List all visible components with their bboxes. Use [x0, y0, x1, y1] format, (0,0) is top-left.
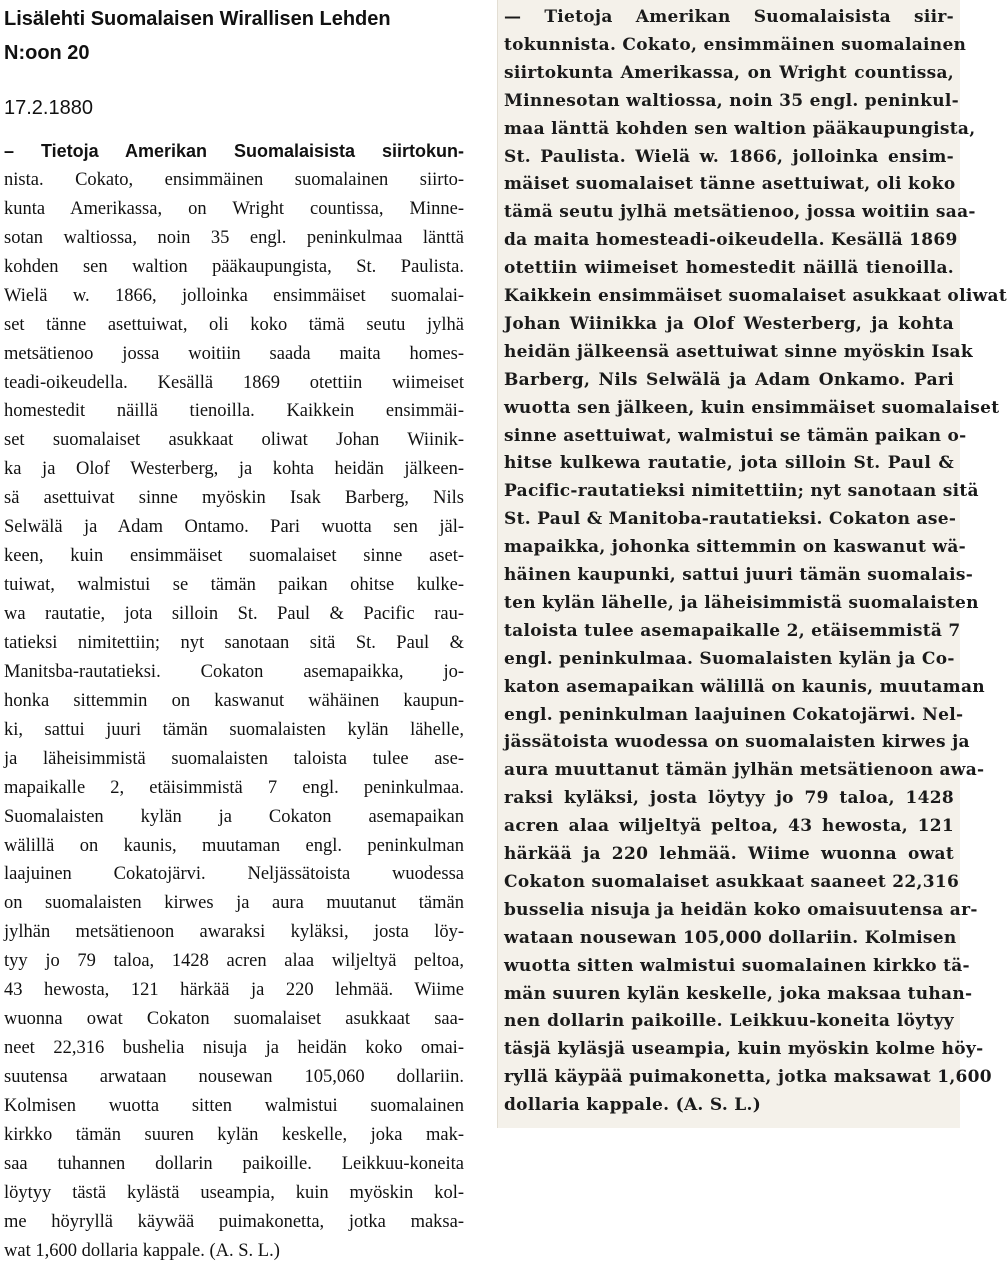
scan-text-line: Pacific-rautatieksi nimitettiin; nyt sanotaan sitä [504, 481, 979, 502]
scan-text-line: tokunnista. Cokato, ensimmäinen suomalainen [504, 34, 967, 55]
article-text-line: keen, kuin ensimmäiset suomalaiset sinne aset- [4, 546, 464, 567]
scan-text-line: wuotta sitten walmistui suomalainen kirkko tä- [504, 955, 970, 976]
article-text-line: tatieksi nimitettiin; nyt sanotaan sitä St. Paul & [4, 632, 464, 653]
article-text-line: homestedit näillä tienoilla. Kaikkein ensimmäi- [4, 401, 464, 422]
article-text-line: set tänne asettuiwat, oli koko tämä seutu jylhä [4, 314, 464, 335]
document-date: 17.2.1880 [4, 97, 93, 119]
article-text-line: jylhän metsätienoon awaraksi kyläksi, josta löy- [4, 922, 464, 943]
scan-text-line: mäiset suomalaiset tänne asettuiwat, oli koko [504, 174, 956, 195]
article-text-line: nista. Cokato, ensimmäinen suomalainen siirto- [4, 169, 464, 190]
scan-text-line: katon asemapaikan wälillä on kaunis, muutaman [504, 676, 985, 697]
article-text-line: metsätienoo jossa woitiin saada maita homes- [4, 343, 464, 364]
article-text-line: saa tuhannen dollarin paikoille. Leikkuu-koneita [4, 1153, 464, 1174]
scan-text-line: busselia nisuja ja heidän koko omaisuutensa ar- [504, 899, 978, 920]
article-text-line: wuonna owat Cokaton suomalaiset asukkaat saa- [4, 1009, 464, 1030]
scan-text-line: nen dollarin paikoille. Leikkuu-koneita löytyy [504, 1011, 954, 1032]
article-text-line: wat 1,600 dollaria kappale. (A. S. L.) [4, 1240, 280, 1261]
scan-text-line: St. Paulista. Wielä w. 1866, jolloinka ensim- [504, 146, 954, 167]
article-text-line: Wielä w. 1866, jolloinka ensimmäiset suomalai- [4, 285, 464, 306]
article-title: – Tietoja Amerikan Suomalaisista siirtokun- [4, 141, 464, 161]
scan-text-line: täsjä kyläsjä useampia, kuin myöskin kolme höy- [504, 1039, 984, 1060]
scan-text-line: wuotta sen jälkeen, kuin ensimmäiset suomalaiset [504, 397, 1000, 418]
article-text-line: Suomalaisten kylän ja Cokaton asemapaikan [4, 806, 464, 827]
scan-text-line: engl. peninkulmaa. Suomalaisten kylän ja Co- [504, 648, 955, 669]
scan-text-line: — Tietoja Amerikan Suomalaisista siir- [504, 7, 954, 27]
scan-text-line: Cokaton suomalaiset asukkaat saaneet 22,316 [504, 871, 960, 892]
scan-text-line: tämä seutu jylhä metsätienoo, jossa woitiin saa- [504, 202, 976, 223]
article-text-line: wälillä on kaunis, muutaman engl. peninkulman [4, 835, 464, 856]
article-text-line: set suomalaiset asukkaat oliwat Johan Wiinik- [4, 430, 464, 451]
scan-text-line: heidän jälkeensä asettuiwat sinne myöskin Isak [504, 341, 973, 362]
article-text-line: kohden sen waltion pääkaupungista, St. Paulista. [4, 256, 464, 277]
article-text-line: 43 hewosta, 121 härkää ja 220 lehmää. Wiime [4, 980, 464, 1001]
article-text-line: kirkko tämän suuren kylän keskelle, joka mak- [4, 1124, 464, 1145]
scan-text-line: otettiin wiimeiset homestedit näillä tienoilla. [504, 258, 954, 279]
document-heading-line2: N:oon 20 [4, 42, 90, 64]
scan-text-line: aura muuttanut tämän jylhän metsätienoon awa- [504, 760, 985, 781]
article-body [4, 137, 464, 1266]
scan-text-line: siirtokunta Amerikassa, on Wright countissa, [504, 62, 954, 83]
article-text-column [4, 0, 464, 1266]
document-heading-line1: Lisälehti Suomalaisen Wirallisen Lehden [4, 8, 391, 30]
article-text-line: ki, sattui juuri tämän suomalaisten kylän lähelle, [4, 719, 464, 740]
scan-text-line: Barberg, Nils Selwälä ja Adam Onkamo. Pari [504, 369, 954, 390]
newspaper-scan-image [497, 0, 1007, 1128]
article-text-line: Manitsba-rautatieksi. Cokaton asemapaikka, jo- [4, 661, 464, 682]
scan-text-line: St. Paul & Manitoba-rautatieksi. Cokaton ase- [504, 509, 957, 530]
scan-text-line: män suuren kylän keskelle, joka maksaa tuhan- [504, 983, 973, 1004]
article-text-line: löytyy tästä kylästä useampia, kuin myöskin kol- [4, 1182, 464, 1203]
article-text-line: ka ja Olof Westerberg, ja kohta heidän jälkeen- [4, 459, 464, 480]
scan-text-line: raksi kyläksi, josta löytyy jo 79 taloa, 1428 [504, 788, 954, 809]
article-text-line: me höyryllä käywää puimakonetta, jotka maksa- [4, 1211, 464, 1232]
article-text-line: ja läheisimmistä suomalaisten taloista tulee ase- [4, 748, 464, 769]
article-text-line: Kolmisen wuotta sitten walmistui suomalainen [4, 1095, 464, 1116]
scan-text-line: ryllä käypää puimakonetta, jotka maksawat 1,600 [504, 1067, 992, 1088]
scan-text-line: dollaria kappale. (A. S. L.) [504, 1095, 762, 1116]
article-text-line: neet 22,316 bushelia nisuja ja heidän koko omai- [4, 1038, 464, 1059]
scan-text-line: sinne asettuiwat, walmistui se tämän paikan o- [504, 425, 967, 446]
scan-text-line: häinen kaupunki, sattui juuri tämän suomalais- [504, 565, 974, 585]
scan-text-line: ten kylän lähelle, ja läheisimmistä suomalaisten [504, 592, 979, 613]
scan-text-line: hitse kulkewa rautatie, jota silloin St. Paul & [504, 453, 954, 474]
scan-text-line: engl. peninkulman laajuinen Cokatojärwi. Nel- [504, 704, 964, 725]
article-text-line: sä asettuivat sinne myöskin Isak Barberg, Nils [4, 488, 464, 509]
scan-text-line: wataan nousewan 105,000 dollariin. Kolmisen [504, 927, 957, 948]
article-text-line: teadi-oikeudella. Kesällä 1869 otettiin wiimeiset [4, 372, 464, 393]
scan-text-line: acren alaa wiljeltyä peltoa, 43 hewosta, 121 [504, 816, 954, 837]
article-text-line: Selwälä ja Adam Ontamo. Pari wuotta sen jäl- [4, 517, 464, 538]
scan-text-line: maa länttä kohden sen waltion pääkaupungista, [504, 118, 976, 139]
article-text-line: honka sittemmin on kaswanut wähäinen kaupun- [4, 690, 464, 711]
scan-text-line: jässätoista wuodessa on suomalaisten kirwes ja [504, 732, 970, 753]
scan-text-line: Minnesotan waltiossa, noin 35 engl. peninkul- [504, 90, 960, 111]
article-text-line: tyy jo 79 taloa, 1428 acren alaa wiljeltyä peltoa, [4, 951, 464, 972]
scan-text-line: mapaikka, johonka sittemmin on kaswanut wä- [504, 537, 967, 558]
article-text-line: wa rautatie, jota silloin St. Paul & Pacific rau- [4, 604, 464, 624]
article-text-line: mapaikalle 2, etäisimmistä 7 engl. peninkulmaa. [4, 777, 464, 798]
article-text-line: suutensa arwataan nousewan 105,060 dollariin. [4, 1067, 464, 1087]
article-text-line: on suomalaisten kirwes ja aura muutanut tämän [4, 893, 464, 914]
article-text-line: tuiwat, walmistui se tämän paikan ohitse kulke- [4, 575, 464, 596]
article-text-line: kunta Amerikassa, on Wright countissa, Minne- [4, 198, 464, 219]
article-text-line: laajuinen Cokatojärvi. Neljässätoista wuodessa [4, 864, 464, 885]
scan-text-line: härkää ja 220 lehmää. Wiime wuonna owat [504, 844, 954, 864]
scan-text-line: Kaikkein ensimmäiset suomalaiset asukkaat oliwat [504, 286, 1007, 306]
scan-text-line: Johan Wiinikka ja Olof Westerberg, ja kohta [504, 313, 954, 334]
scan-text-line: da maita homesteadi-oikeudella. Kesällä 1869 [504, 230, 958, 251]
article-text-line: sotan waltiossa, noin 35 engl. peninkulmaa länttä [4, 227, 464, 248]
scan-text-line: taloista tulee asemapaikalle 2, etäisemmistä 7 [504, 620, 961, 641]
